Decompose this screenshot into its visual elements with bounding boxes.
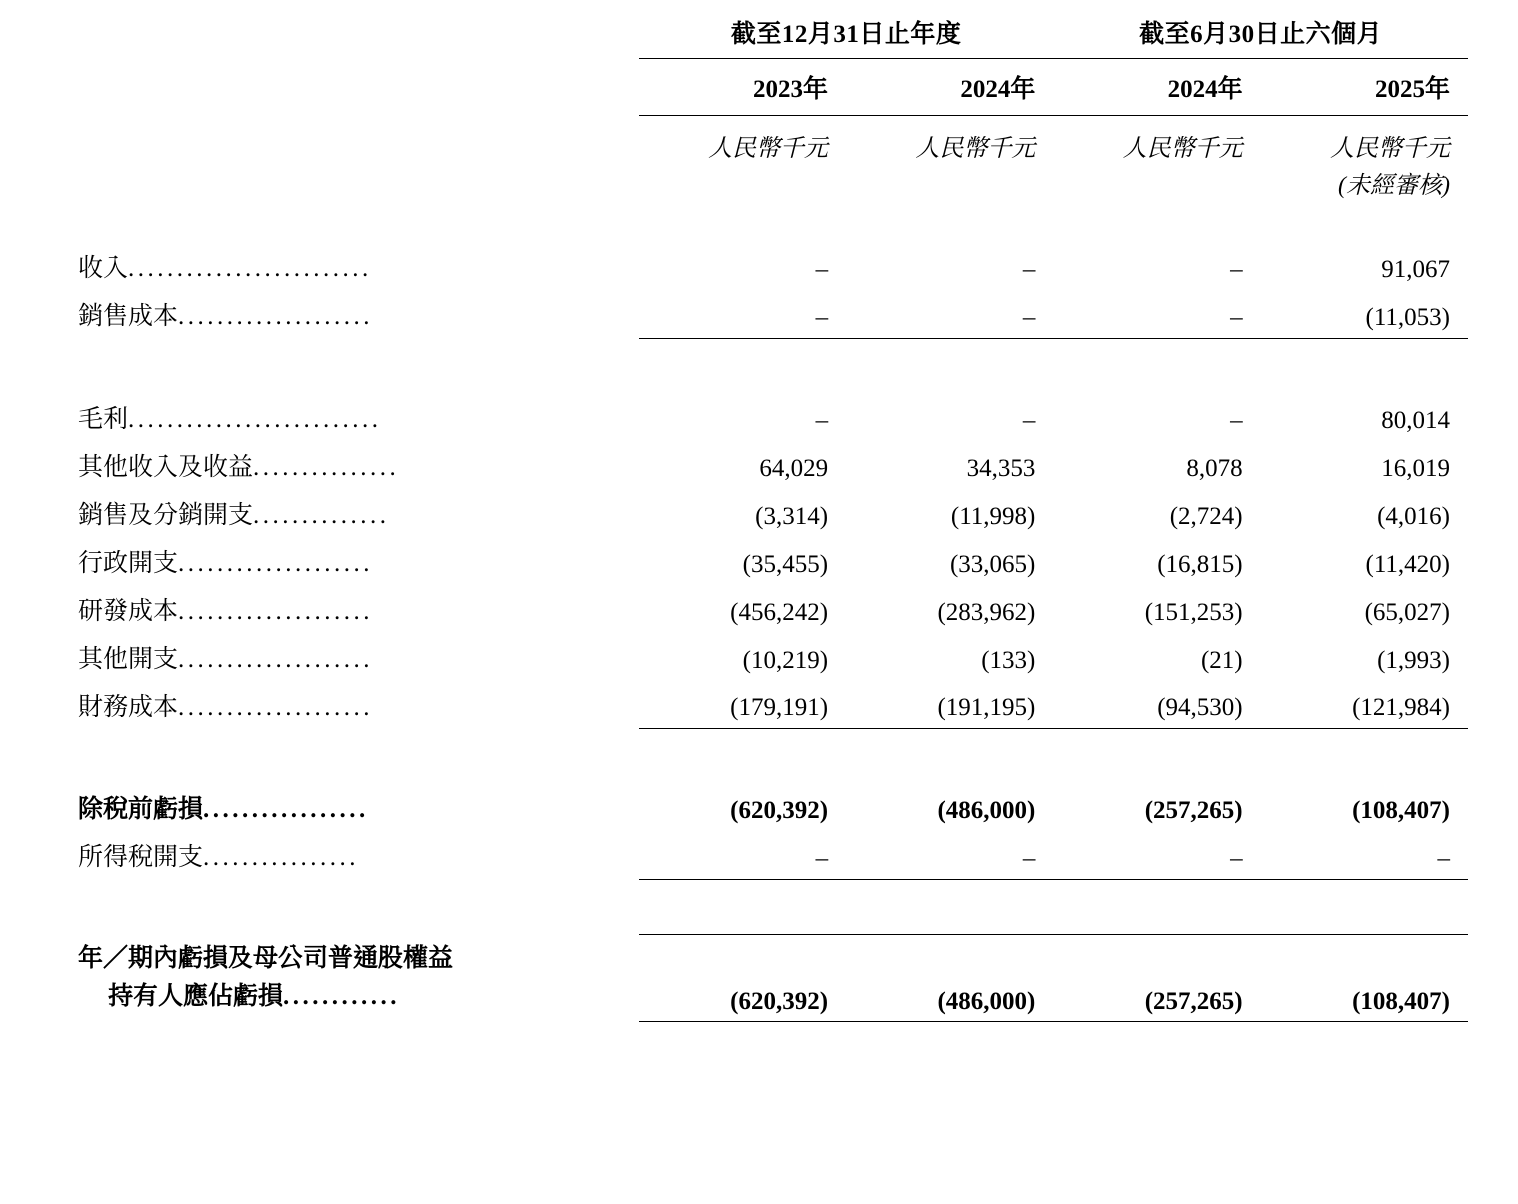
row-value: 34,353 [966,454,1036,482]
row-value: – [1230,256,1243,283]
row-value: (10,219) [742,646,829,674]
row-value: (3,314) [755,502,829,530]
subtotal-rule-row [78,879,1468,898]
header-note-row [78,165,1468,206]
header-col-2024-interim: 2024年 [1053,59,1260,116]
rule-cell [1053,338,1260,357]
row-label-revenue: 收入......................... [78,255,372,282]
financial-statement-page [0,8,1518,1204]
row-label-loss-attributable: 年／期內虧損及母公司普通股權益 持有人應佔虧損............ [78,934,639,1021]
header-col-2024-annual: 2024年 [846,59,1053,116]
rule-cell [1053,1021,1260,1028]
total-label-line1: 年／期內虧損及母公司普通股權益 [78,945,454,972]
row-value: – [1437,844,1450,872]
rule-cell [1053,879,1260,898]
rule-cell [1261,729,1468,748]
row-value: 64,029 [759,454,829,482]
header-unit-2023: 人民幣千元 [708,136,829,162]
row-value: (16,815) [1157,550,1243,578]
row-value: (21) [1200,646,1243,674]
row-value: (620,392) [639,934,846,1021]
row-label-cost-of-sales: 銷售成本.................... [78,303,374,330]
row-value: 80,014 [1381,406,1450,434]
row-value: (191,195) [937,694,1036,721]
row-value: – [815,406,829,434]
rule-cell [846,729,1053,748]
spacer-row [78,357,1468,393]
rule-cell [846,338,1053,357]
table-row [78,489,1468,537]
row-value: (133) [981,646,1036,674]
row-value: – [1022,256,1036,283]
row-value: (179,191) [730,694,829,721]
row-value: 8,078 [1186,454,1243,482]
rule-spacer [78,729,639,748]
row-value: (456,242) [730,598,829,626]
header-col-2025-interim: 2025年 [1261,59,1468,116]
rule-cell [846,879,1053,898]
row-value: (65,027) [1364,598,1450,626]
row-value: – [815,303,829,331]
header-year-spacer [78,59,639,116]
row-value: (486,000) [846,934,1053,1021]
header-unit-2024-interim: 人民幣千元 [1122,136,1243,162]
rule-cell [1261,338,1468,357]
row-value: (33,065) [949,550,1036,578]
row-value: – [1230,406,1243,434]
spacer-cell [78,898,1468,935]
header-group-spacer [78,8,639,59]
subtotal-rule-row [78,729,1468,748]
header-unit-2024-annual: 人民幣千元 [915,136,1036,162]
row-value: (620,392) [730,797,829,824]
row-value: (257,265) [1144,797,1243,824]
row-value: (151,253) [1144,598,1243,626]
row-value: – [1230,303,1243,331]
rule-cell [639,338,846,357]
row-label-finance-costs: 財務成本.................... [78,693,374,721]
row-value: – [1022,844,1036,872]
row-label-other-income: 其他收入及收益............... [78,453,400,481]
header-unit-2025-interim: 人民幣千元 [1330,136,1450,162]
row-value: – [1022,406,1036,434]
spacer-cell [78,206,1468,242]
header-unit-row [78,116,1468,166]
row-label-selling-distribution: 銷售及分銷開支.............. [78,501,390,529]
header-group-interim: 截至6月30日止六個月 [1053,8,1468,59]
row-value: – [815,844,829,872]
rule-cell [1261,1021,1468,1028]
table-row [78,537,1468,585]
row-value: (486,000) [937,797,1036,824]
header-group-row [78,8,1468,59]
table-row [78,290,1468,338]
spacer-row [78,898,1468,935]
header-year-row [78,59,1468,116]
row-value: – [815,256,829,283]
header-note-spacer [78,165,639,206]
header-note-blank-2 [846,165,1053,206]
row-value: – [1230,844,1243,872]
spacer-cell [78,747,1468,783]
total-label-line2: 持有人應佔虧損 [108,982,284,1010]
rule-cell [1261,879,1468,898]
rule-cell [639,879,846,898]
row-value: (11,420) [1365,550,1450,578]
spacer-row-top [78,206,1468,242]
header-col-2023: 2023年 [639,59,846,116]
row-value: (35,455) [742,550,829,578]
rule-spacer [78,338,639,357]
subtotal-rule-row [78,338,1468,357]
row-value: (1,993) [1377,646,1450,674]
table-row [78,441,1468,489]
spacer-row [78,747,1468,783]
row-label-income-tax: 所得稅開支................ [78,844,360,871]
table-row [78,831,1468,879]
financial-summary-table [78,8,1468,1028]
row-label-other-expenses: 其他開支.................... [78,645,374,673]
row-value: (121,984) [1352,694,1450,721]
row-value: (11,998) [950,502,1036,530]
table-row-total [78,934,1468,1021]
row-value: (94,530) [1157,694,1243,721]
table-row [78,242,1468,290]
table-header [78,8,1468,206]
rule-cell [639,729,846,748]
table-row [78,393,1468,441]
row-value: (257,265) [1053,934,1260,1021]
row-value: (11,053) [1365,303,1450,331]
row-value: (108,407) [1261,934,1468,1021]
row-label-gross-profit: 毛利.......................... [78,405,382,433]
header-group-annual: 截至12月31日止年度 [639,8,1054,59]
rule-spacer [78,1021,639,1028]
header-unit-spacer [78,116,639,166]
header-note-blank-1 [639,165,846,206]
spacer-cell [78,357,1468,393]
row-label-rd-costs: 研發成本.................... [78,597,374,625]
row-label-administrative: 行政開支.................... [78,549,374,577]
rule-cell [846,1021,1053,1028]
total-double-rule-row [78,1021,1468,1028]
table-row [78,633,1468,681]
row-value: (4,016) [1377,502,1450,530]
table-row [78,585,1468,633]
row-value: (2,724) [1169,502,1243,530]
header-note-blank-3 [1053,165,1260,206]
table-row [78,783,1468,831]
header-note-unaudited: (未經審核) [1338,173,1450,199]
table-body [78,206,1468,1028]
row-value: – [1022,303,1036,331]
table-row [78,681,1468,729]
row-value: 91,067 [1381,256,1450,283]
row-value: 16,019 [1381,454,1450,482]
row-label-loss-before-tax: 除稅前虧損................. [78,796,369,823]
row-value: (283,962) [937,598,1036,626]
rule-cell [1053,729,1260,748]
row-value: (108,407) [1352,797,1450,824]
rule-cell [639,1021,846,1028]
rule-spacer [78,879,639,898]
